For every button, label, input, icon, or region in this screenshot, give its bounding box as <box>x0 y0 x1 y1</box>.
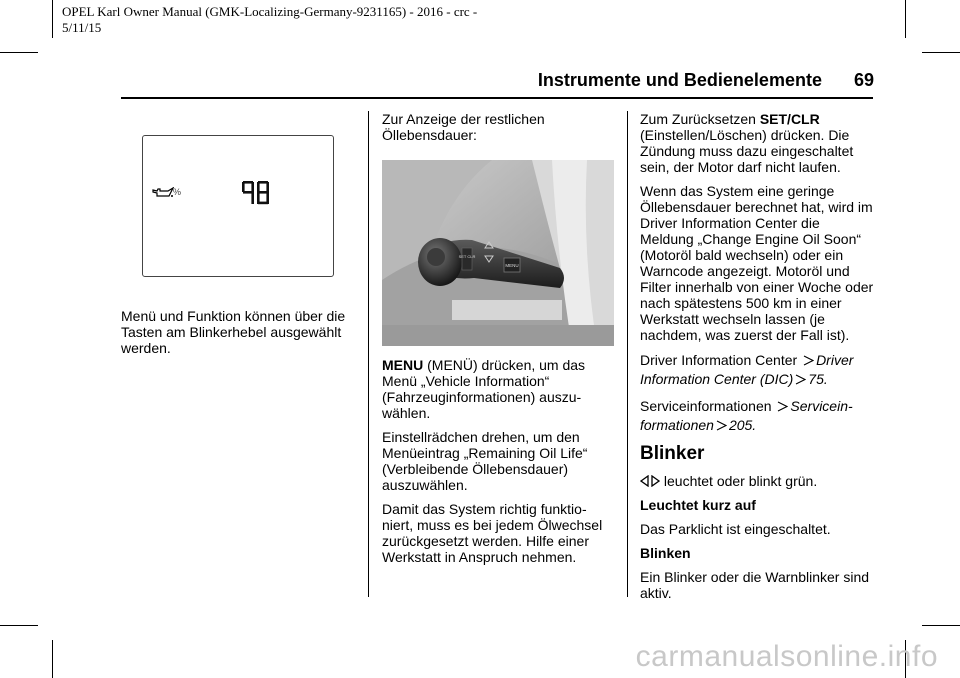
column-3 <box>640 111 876 609</box>
ref-link[interactable]: Driver Information Center (DIC) <box>640 352 854 387</box>
crop-mark <box>922 625 960 626</box>
ref-link[interactable]: Servicein- formationen <box>640 398 853 433</box>
lever-set-clr-label: SET CLR <box>458 254 476 259</box>
ref-prefix: Driver Information Center <box>640 352 802 368</box>
print-header-line2: 5/11/15 <box>62 20 102 35</box>
watermark: carmanualsonline.info <box>635 640 938 673</box>
column-2 <box>382 111 618 151</box>
paragraph <box>382 357 618 421</box>
paragraph: Zur Anzeige der restlichen Öllebensdauer: <box>382 111 545 143</box>
crop-mark <box>922 52 960 53</box>
lcd-unit: % <box>173 187 182 197</box>
blinker-text: leuchtet oder blinkt grün. <box>660 473 818 489</box>
crop-mark <box>0 52 38 53</box>
column-1 <box>121 308 357 364</box>
column-divider <box>368 111 369 597</box>
cross-reference-arrow-icon <box>716 420 727 431</box>
paragraph: Einstellrädchen drehen, um den Menüeintrag „Remaining Oil Life“ (Verbleibende Öllebensdauer) auszuwählen. <box>382 429 588 493</box>
crop-mark <box>905 0 906 38</box>
turn-signal-arrows-icon <box>640 475 660 487</box>
page-heading <box>500 70 874 91</box>
crop-mark <box>0 625 38 626</box>
crop-mark <box>52 640 53 678</box>
oil-life-display-figure <box>142 135 334 277</box>
subheading: Leuchtet kurz auf <box>640 497 756 513</box>
reset-text: (Einstellen/Löschen) drücken. Die Zündung muss dazu eingeschaltet sein, der Motor darf nicht laufen. <box>640 127 854 175</box>
ref-prefix: Serviceinformationen <box>640 398 776 414</box>
ref-page[interactable]: 205 <box>728 417 753 433</box>
ref-page[interactable]: 75 <box>808 371 824 387</box>
column-divider <box>627 111 628 597</box>
lever-menu-label: MENU <box>505 263 519 268</box>
oil-can-icon <box>152 187 174 199</box>
paragraph: Das Parklicht ist eingeschaltet. <box>640 521 831 537</box>
column-2-text <box>382 357 618 573</box>
subheading: Blinken <box>640 545 691 561</box>
reference-service: Serviceinformationen Servicein- formationen 205. <box>640 398 853 433</box>
cross-reference-arrow-icon <box>777 401 788 412</box>
reset-prefix: Zum Zurücksetzen <box>640 111 760 127</box>
paragraph: Wenn das System eine geringe Öllebensdauer berechnet hat, wird im Driver Information Center die Meldung „Change Engine Oil Soon“ (Motoröl bald wechseln) oder ein Warncode angezeigt. Motoröl und Filter innerhalb von einer Woche oder nach spätestens 500 km in einer Werkstatt wechseln lassen (je nachdem, was zuerst der Fall ist). <box>640 183 874 343</box>
menu-instruction: (MENÜ) drücken, um das Menü „Vehicle Information“ (Fahrzeuginformationen) auszu- wählen. <box>382 357 586 421</box>
page-number: 69 <box>853 70 874 90</box>
paragraph: Menü und Funktion können über die Tasten am Blinkerhebel ausgewählt werden. <box>121 308 346 356</box>
paragraph <box>640 111 876 175</box>
cross-reference-arrow-icon <box>803 355 814 366</box>
section-heading-blinker: Blinker <box>640 443 705 464</box>
lcd-digits <box>241 180 271 206</box>
lever-illustration <box>382 160 614 346</box>
cross-reference-arrow-icon <box>795 374 806 385</box>
paragraph: Damit das System richtig funktio- niert, muss es bei jedem Ölwechsel zurückgesetzt werden. Hilfe einer Werkstatt in Anspruch nehmen. <box>382 501 603 565</box>
menu-button-label: MENU <box>382 357 424 373</box>
set-clr-label: SET/CLR <box>759 111 820 127</box>
paragraph: Ein Blinker oder die Warnblinker sind aktiv. <box>640 569 870 601</box>
reference-dic: Driver Information Center Driver Information Center (DIC) 75. <box>640 352 854 387</box>
paragraph <box>640 473 876 489</box>
turn-signal-lever-photo <box>382 160 614 346</box>
section-title: Instrumente und Bedienelemente <box>537 70 822 90</box>
print-header-line1: OPEL Karl Owner Manual (GMK-Localizing-Germany-9231165) - 2016 - crc - <box>62 4 478 19</box>
print-header <box>62 4 522 36</box>
header-rule <box>121 97 873 99</box>
crop-mark <box>52 0 53 38</box>
